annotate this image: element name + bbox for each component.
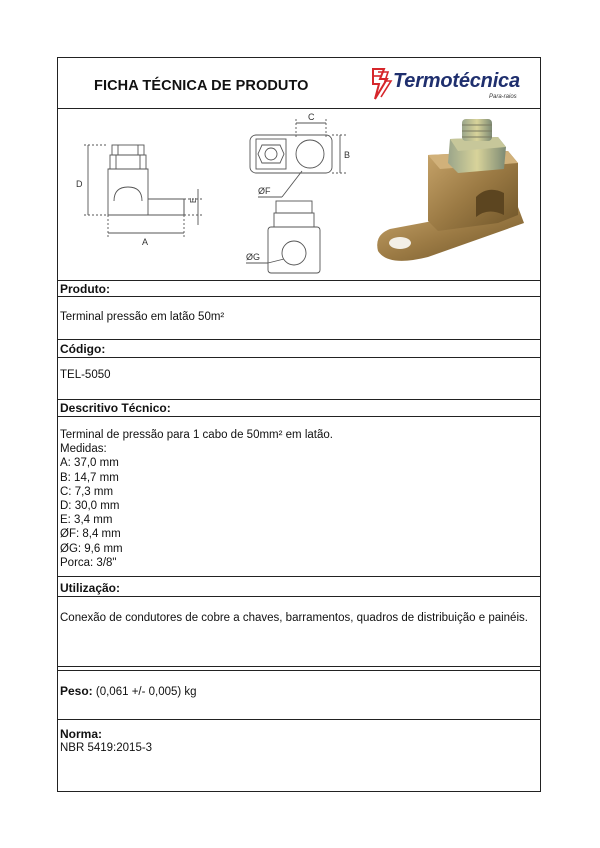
divider [58,719,540,720]
product-drawings [58,109,540,281]
side-view-drawing [66,115,216,275]
peso-row [60,684,197,698]
page-title: FICHA TÉCNICA DE PRODUTO [94,78,309,94]
dim-label-g: ØG [246,252,261,262]
divider [58,296,540,297]
utilizacao-label: Utilização: [60,581,121,595]
top-view-drawing [228,113,378,278]
descritivo-text: Terminal de pressão para 1 cabo de 50mm² em latão. Medidas: A: 37,0 mm B: 14,7 mm C: 7,3 mm D: 30,0 mm E: 3,4 mm ØF: 8,4 mm ØG: 9,6 mm Porca: 3/8" [60,429,333,569]
datasheet [57,57,541,792]
produto-label: Produto: [60,282,110,296]
codigo-label: Código: [60,342,106,356]
codigo-text: TEL-5050 [60,369,111,381]
divider [58,596,540,597]
norma-text: NBR 5419:2015-3 [60,742,153,754]
produto-text: Terminal pressão em latão 50m² [60,311,225,323]
brand-logo [370,65,535,105]
header [58,58,540,109]
dim-label-e: E [189,197,198,203]
divider [58,666,540,667]
divider [58,670,540,671]
descritivo-label: Descritivo Técnico: [60,401,171,415]
brand-name: Termotécnica [393,70,520,92]
utilizacao-text: Conexão de condutores de cobre a chaves, barramentos, quadros de distribuição e painéis. [60,612,528,624]
divider [58,399,540,400]
product-photo [368,111,538,276]
divider [58,416,540,417]
peso-text: (0,061 +/- 0,005) kg [95,686,197,698]
divider [58,576,540,577]
dim-label-d: D [76,179,83,189]
brand-tagline: Para-raios [489,94,517,100]
dim-label-b: B [344,150,351,160]
norma-label: Norma: [60,727,103,741]
divider [58,357,540,358]
dim-label-f: ØF [258,186,271,196]
divider [58,339,540,340]
lightning-logo-icon [370,67,394,101]
dim-label-c: C [308,113,315,122]
dim-label-a: A [142,237,149,247]
peso-label: Peso: [60,684,93,698]
